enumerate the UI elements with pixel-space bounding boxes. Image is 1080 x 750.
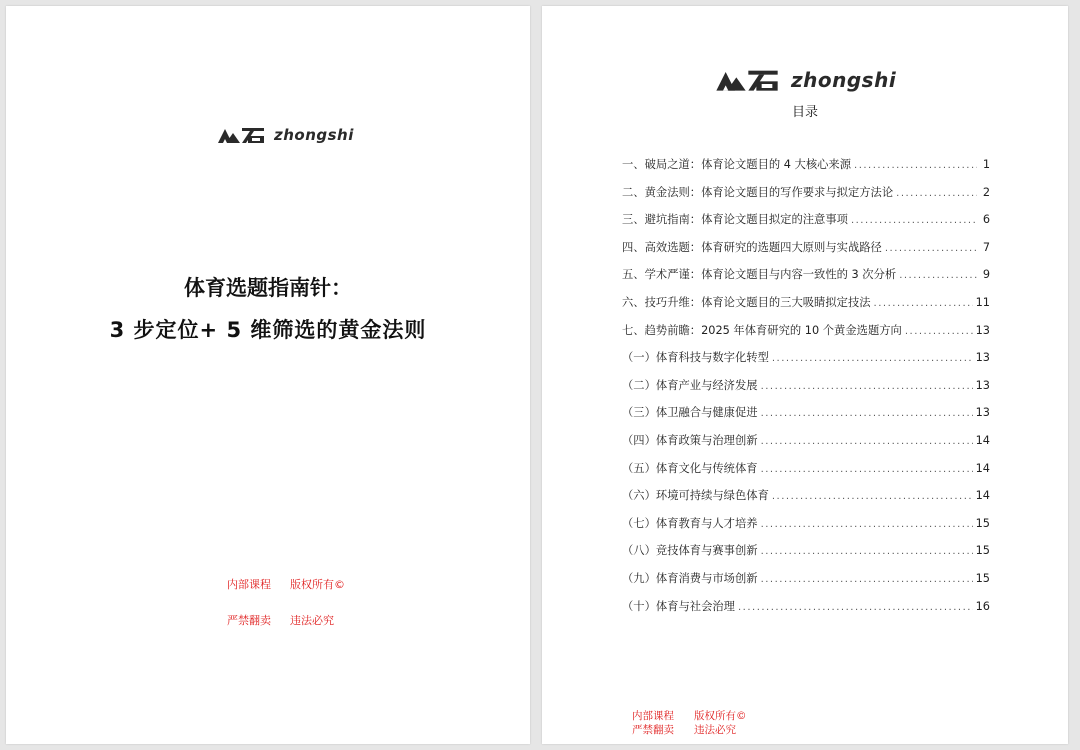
toc-dot-leader <box>761 519 973 530</box>
toc-entry-page: 15 <box>975 544 990 558</box>
toc-entry[interactable] <box>622 349 990 377</box>
toc-entry-title: （二）体育产业与经济发展 <box>622 378 758 392</box>
toc-entry-title: 七、趋势前瞻：2025 年体育研究的 10 个黄金选题方向 <box>622 323 902 337</box>
toc-dot-leader <box>905 326 973 337</box>
toc-entry-title: （八）竞技体育与赛事创新 <box>622 544 758 558</box>
toc-entry-page: 1 <box>982 158 990 171</box>
toc-entry[interactable] <box>622 487 990 515</box>
toc-entry[interactable] <box>622 294 990 322</box>
notice-copyright: 版权所有© <box>290 578 345 591</box>
toc-dot-leader <box>761 546 973 557</box>
toc-dot-leader <box>854 160 977 171</box>
logo-text: zhongshi <box>791 68 897 92</box>
toc-entry-title: （三）体卫融合与健康促进 <box>622 406 758 420</box>
toc-entry[interactable] <box>622 598 990 626</box>
toc-entry[interactable] <box>622 322 990 350</box>
notice-legal: 违法必究 <box>290 614 334 627</box>
toc-entry[interactable] <box>622 542 990 570</box>
toc-entry[interactable] <box>622 404 990 432</box>
cover-title-line-1: 体育选题指南针： <box>184 276 352 300</box>
toc-entry[interactable] <box>622 432 990 460</box>
toc-dot-leader <box>761 436 973 447</box>
toc-entry[interactable] <box>622 156 990 184</box>
toc-entry[interactable] <box>622 377 990 405</box>
toc-entry-title: （九）体育消费与市场创新 <box>622 571 758 585</box>
cover-page <box>6 6 530 744</box>
toc-entry-title: （一）体育科技与数字化转型 <box>622 351 769 365</box>
notice-copyright: 版权所有© <box>694 710 747 722</box>
notice-no-resale: 严禁翻卖 <box>632 724 674 736</box>
toc-entry-title: 四、高效选题：体育研究的选题四大原则与实战路径 <box>622 240 882 254</box>
toc-heading: 目录 <box>791 105 818 120</box>
toc-entry-page: 14 <box>975 489 990 503</box>
cover-title-line-2: 3 步定位+ 5 维筛选的黄金法则 <box>109 318 427 342</box>
toc-entry-page: 11 <box>975 295 990 309</box>
toc-entry[interactable] <box>622 460 990 488</box>
toc-entry-page: 14 <box>975 461 990 475</box>
toc-dot-leader <box>761 574 973 585</box>
toc-entry-title: 六、技巧升维：体育论文题目的三大吸睛拟定技法 <box>622 295 871 309</box>
toc-entry-page: 16 <box>975 599 990 613</box>
zhongshi-logo-icon <box>218 126 270 144</box>
toc-entry[interactable] <box>622 266 990 294</box>
notice-no-resale: 严禁翻卖 <box>227 614 271 627</box>
toc-page <box>542 6 1068 744</box>
toc-list <box>622 156 990 625</box>
toc-entry-title: 一、破局之道：体育论文题目的 4 大核心来源 <box>622 158 852 171</box>
toc-entry-title: （五）体育文化与传统体育 <box>622 461 758 475</box>
toc-entry[interactable] <box>622 211 990 239</box>
brand-logo <box>716 68 896 92</box>
toc-dot-leader <box>761 408 973 419</box>
toc-entry[interactable] <box>622 570 990 598</box>
toc-entry[interactable] <box>622 184 990 212</box>
toc-dot-leader <box>885 243 977 254</box>
toc-dot-leader <box>899 270 977 281</box>
toc-dot-leader <box>896 188 977 199</box>
toc-entry-title: （四）体育政策与治理创新 <box>622 433 758 447</box>
toc-entry-title: （六）环境可持续与绿色体育 <box>622 489 769 503</box>
toc-entry[interactable] <box>622 239 990 267</box>
toc-dot-leader <box>874 298 973 309</box>
toc-entry-page: 15 <box>975 571 990 585</box>
toc-entry-page: 13 <box>975 378 990 392</box>
toc-dot-leader <box>761 464 973 475</box>
toc-entry-title: （十）体育与社会治理 <box>622 599 735 613</box>
toc-entry-page: 7 <box>982 240 990 254</box>
toc-entry-page: 13 <box>975 351 990 365</box>
logo-text: zhongshi <box>274 126 354 144</box>
toc-dot-leader <box>761 381 973 392</box>
toc-entry-title: 二、黄金法则：体育论文题目的写作要求与拟定方法论 <box>622 185 894 199</box>
notice-course: 内部课程 <box>227 578 271 591</box>
toc-entry-title: （七）体育教育与人才培养 <box>622 516 758 530</box>
toc-entry-page: 13 <box>975 323 990 337</box>
notice-course: 内部课程 <box>632 710 674 722</box>
toc-entry-title: 三、避坑指南：体育论文题目拟定的注意事项 <box>622 213 848 227</box>
brand-logo <box>218 126 354 144</box>
toc-dot-leader <box>738 602 973 613</box>
toc-entry-page: 14 <box>975 433 990 447</box>
toc-dot-leader <box>772 353 973 364</box>
zhongshi-logo-icon <box>716 68 786 92</box>
toc-dot-leader <box>772 491 973 502</box>
toc-entry-page: 13 <box>975 406 990 420</box>
toc-entry-page: 2 <box>982 185 990 199</box>
toc-entry-page: 15 <box>975 516 990 530</box>
toc-entry-page: 9 <box>982 268 990 282</box>
toc-dot-leader <box>851 215 977 226</box>
toc-entry[interactable] <box>622 515 990 543</box>
toc-entry-title: 五、学术严谨：体育论文题目与内容一致性的 3 次分析 <box>622 268 897 282</box>
toc-entry-page: 6 <box>982 213 990 227</box>
notice-legal: 违法必究 <box>694 724 736 736</box>
